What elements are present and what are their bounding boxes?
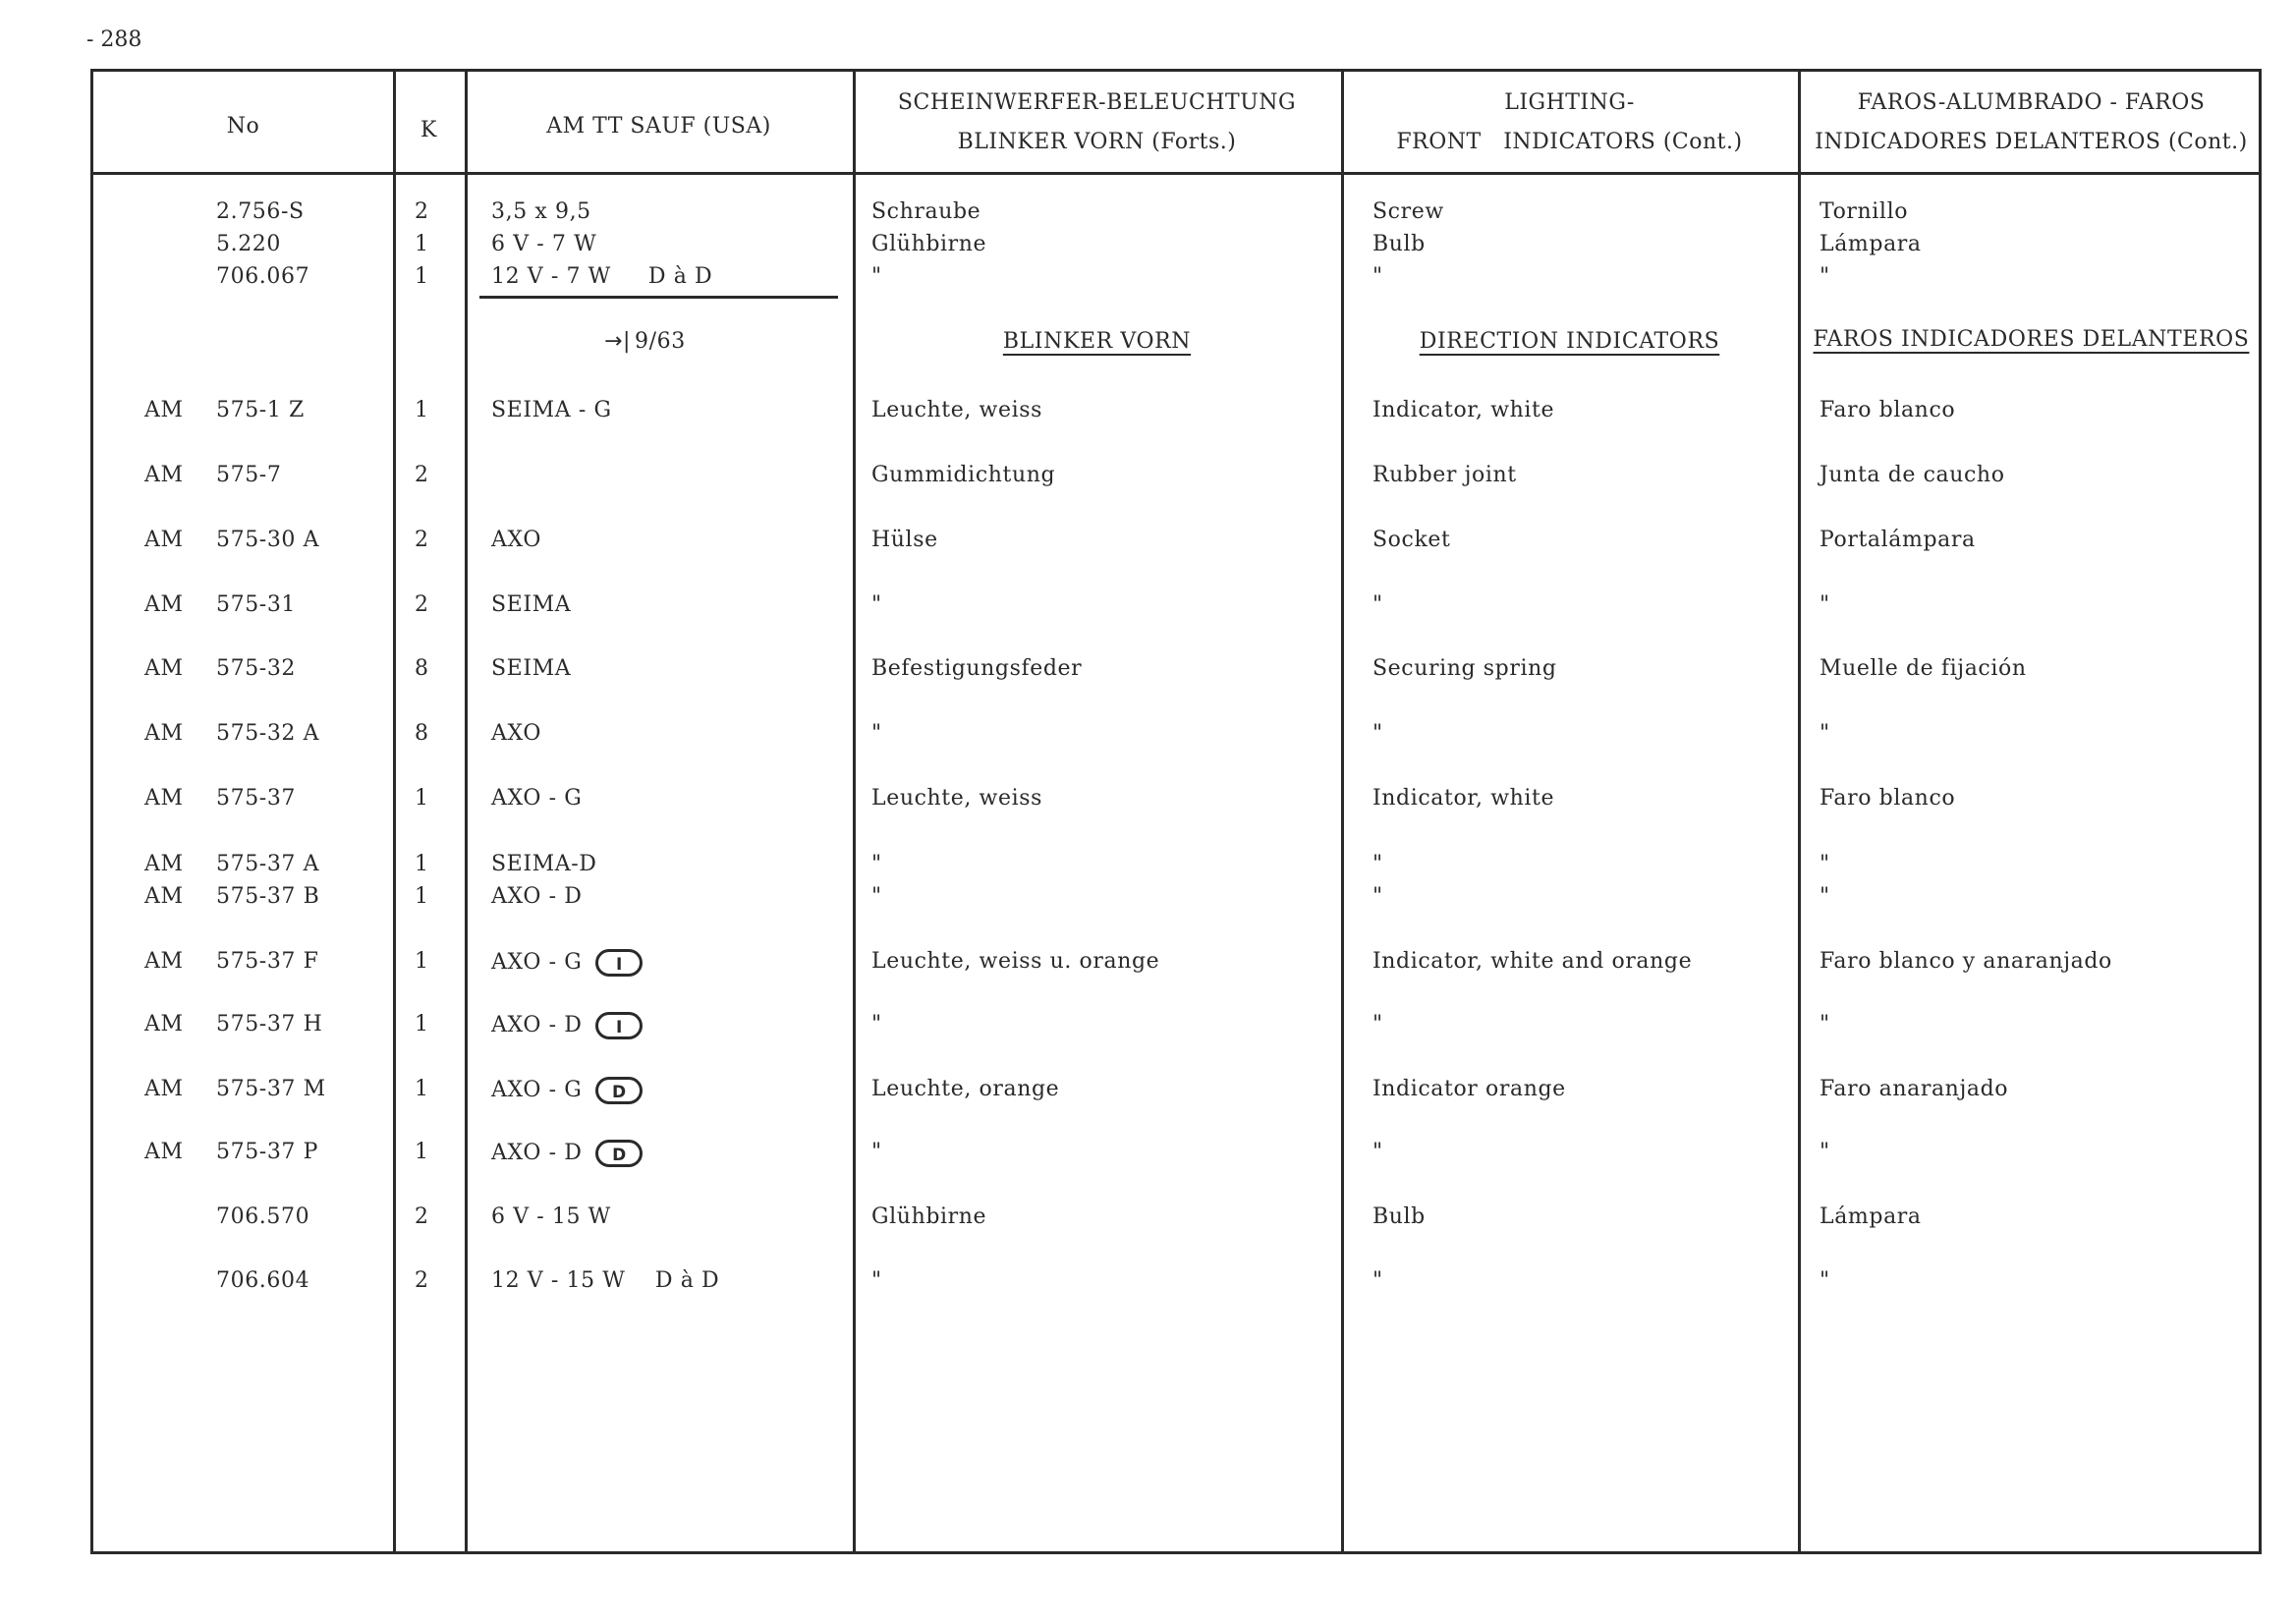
row-prefix: AM: [144, 852, 184, 876]
header-spanish-line1: FAROS-ALUMBRADO - FAROS: [1857, 90, 2206, 115]
row-usa-text: AXO - D: [491, 1013, 583, 1037]
section-title-english: DIRECTION INDICATORS: [1419, 329, 1720, 354]
row-english: ": [1372, 1012, 1383, 1036]
row-prefix: AM: [144, 592, 184, 617]
row-quantity: 1: [415, 1077, 429, 1101]
row-spanish: ": [1820, 721, 1830, 746]
row-usa-text: 3,5 x 9,5: [491, 199, 591, 224]
row-usa-spec: [491, 884, 582, 909]
row-spanish: ": [1820, 1268, 1830, 1293]
row-prefix: AM: [144, 786, 184, 811]
row-english: ": [1372, 264, 1383, 289]
row-english: Bulb: [1372, 1204, 1426, 1229]
row-english: Rubber joint: [1372, 463, 1517, 487]
row-usa-spec: [491, 656, 571, 681]
row-usa-spec: [491, 199, 591, 224]
row-usa-spec: [491, 1012, 643, 1039]
row-quantity: 2: [415, 592, 429, 617]
row-english: Indicator, white: [1372, 398, 1555, 422]
row-usa-text: AXO - G: [491, 786, 583, 811]
row-german: ": [871, 264, 882, 289]
row-quantity: 1: [415, 1012, 429, 1036]
row-prefix: AM: [144, 1012, 184, 1036]
row-part-number: 575-30 A: [216, 528, 320, 552]
row-prefix: AM: [144, 721, 184, 746]
row-usa-spec: [491, 528, 541, 552]
row-english: Bulb: [1372, 232, 1426, 256]
row-part-number: 575-32: [216, 656, 297, 681]
row-quantity: 2: [415, 1204, 429, 1229]
row-usa-spec: [491, 852, 597, 876]
row-quantity: 1: [415, 232, 429, 256]
row-spanish: ": [1820, 884, 1830, 909]
header-k: K: [420, 118, 437, 142]
row-part-number: 575-37 H: [216, 1012, 323, 1036]
row-badge: D: [595, 1140, 643, 1167]
row-prefix: AM: [144, 1140, 184, 1164]
row-usa-text: AXO - D: [491, 884, 583, 909]
row-part-number: 575-37 A: [216, 852, 320, 876]
row-german: Schraube: [871, 199, 981, 224]
header-english-line1: LIGHTING-: [1504, 90, 1635, 115]
row-spanish: ": [1820, 264, 1830, 289]
row-usa-text: AXO - G: [491, 950, 583, 975]
row-german: ": [871, 852, 882, 876]
row-usa-text: 12 V - 15 W D à D: [491, 1268, 720, 1293]
row-part-number: 575-37 B: [216, 884, 320, 909]
row-quantity: 1: [415, 852, 429, 876]
row-part-number: 5.220: [216, 232, 281, 256]
header-spanish-line2: INDICADORES DELANTEROS (Cont.): [1815, 130, 2248, 154]
row-quantity: 2: [415, 463, 429, 487]
row-german: Leuchte, weiss: [871, 786, 1043, 811]
row-english: Screw: [1372, 199, 1444, 224]
row-spanish: ": [1820, 1140, 1830, 1164]
row-part-number: 575-37 F: [216, 949, 319, 974]
row-usa-text: SEIMA-D: [491, 852, 597, 876]
header-german-line1: SCHEINWERFER-BELEUCHTUNG: [897, 90, 1297, 115]
row-usa-spec: [491, 264, 712, 289]
row-quantity: 1: [415, 398, 429, 422]
section-title-spanish: FAROS INDICADORES DELANTEROS: [1813, 327, 2250, 352]
row-usa-spec: [491, 1140, 643, 1167]
row-spanish: ": [1820, 592, 1830, 617]
header-german-line2: BLINKER VORN (Forts.): [957, 130, 1237, 154]
page-number: - 288: [86, 28, 142, 52]
row-usa-text: AXO: [491, 528, 541, 552]
column-divider: [465, 72, 468, 1551]
row-prefix: AM: [144, 949, 184, 974]
row-english: Indicator orange: [1372, 1077, 1566, 1101]
row-usa-spec: [491, 398, 612, 422]
row-spanish: Faro blanco: [1820, 786, 1956, 811]
date-note-text: 9/63: [635, 329, 686, 354]
row-german: ": [871, 721, 882, 746]
row-german: Glühbirne: [871, 1204, 987, 1229]
row-part-number: 2.756-S: [216, 199, 305, 224]
row-spanish: Faro blanco: [1820, 398, 1956, 422]
row-quantity: 1: [415, 884, 429, 909]
row-german: Befestigungsfeder: [871, 656, 1083, 681]
section-title-german: BLINKER VORN: [1002, 329, 1192, 354]
row-quantity: 2: [415, 528, 429, 552]
row-english: Indicator, white: [1372, 786, 1555, 811]
row-part-number: 575-37 P: [216, 1140, 319, 1164]
row-quantity: 1: [415, 786, 429, 811]
row-english: Securing spring: [1372, 656, 1557, 681]
row-english: ": [1372, 1268, 1383, 1293]
row-spanish: Portalámpara: [1820, 528, 1976, 552]
row-english: ": [1372, 852, 1383, 876]
column-divider: [393, 72, 396, 1551]
row-badge: I: [595, 949, 643, 977]
column-divider: [1341, 72, 1344, 1551]
row-prefix: AM: [144, 1077, 184, 1101]
column-divider: [853, 72, 856, 1551]
row-usa-text: SEIMA: [491, 656, 572, 681]
row-prefix: AM: [144, 528, 184, 552]
row-usa-spec: [491, 1204, 611, 1229]
row-part-number: 575-37: [216, 786, 297, 811]
row-usa-spec: [491, 786, 582, 811]
row-usa-spec: [491, 721, 541, 746]
row-german: Leuchte, weiss: [871, 398, 1043, 422]
row-quantity: 8: [415, 721, 429, 746]
header-divider: [93, 172, 2259, 175]
row-usa-spec: [491, 232, 596, 256]
row-prefix: AM: [144, 884, 184, 909]
row-english: ": [1372, 884, 1383, 909]
row-spanish: Junta de caucho: [1820, 463, 2005, 487]
row-part-number: 575-37 M: [216, 1077, 326, 1101]
row-spanish: Muelle de fijación: [1820, 656, 2027, 681]
row-usa-text: AXO - D: [491, 1141, 583, 1165]
row-quantity: 2: [415, 199, 429, 224]
row-spanish: Lámpara: [1820, 1204, 1922, 1229]
row-part-number: 706.067: [216, 264, 310, 289]
row-usa-text: 6 V - 7 W: [491, 232, 597, 256]
row-english: ": [1372, 721, 1383, 746]
row-german: Gummidichtung: [871, 463, 1056, 487]
parts-table: [90, 69, 2262, 1554]
row-usa-spec: [491, 1268, 719, 1293]
row-english: Socket: [1372, 528, 1451, 552]
row-german: ": [871, 592, 882, 617]
row-badge: D: [595, 1077, 643, 1104]
header-no: No: [226, 114, 260, 139]
row-german: ": [871, 1012, 882, 1036]
row-usa-text: SEIMA - G: [491, 398, 612, 422]
row-spanish: Faro blanco y anaranjado: [1820, 949, 2112, 974]
row-prefix: AM: [144, 398, 184, 422]
row-usa-text: 12 V - 7 W D à D: [491, 264, 713, 289]
row-quantity: 2: [415, 1268, 429, 1293]
row-german: Leuchte, weiss u. orange: [871, 949, 1160, 974]
row-spanish: Faro anaranjado: [1820, 1077, 2009, 1101]
row-quantity: 8: [415, 656, 429, 681]
row-german: ": [871, 1140, 882, 1164]
row-german: Glühbirne: [871, 232, 987, 256]
arrow-to-bar-icon: →|: [604, 329, 632, 354]
row-prefix: AM: [144, 463, 184, 487]
row-spanish: Lámpara: [1820, 232, 1922, 256]
row-spanish: Tornillo: [1820, 199, 1909, 224]
row-part-number: 575-7: [216, 463, 282, 487]
row-part-number: 575-31: [216, 592, 297, 617]
row-english: ": [1372, 1140, 1383, 1164]
header-spanish: [1798, 84, 2265, 162]
header-english: [1341, 84, 1798, 162]
row-usa-text: AXO - G: [491, 1078, 583, 1102]
row-usa-spec: [491, 592, 571, 617]
row-usa-spec: [491, 1077, 643, 1104]
row-usa-text: 6 V - 15 W: [491, 1204, 611, 1229]
header-english-line2: FRONT INDICATORS (Cont.): [1396, 130, 1743, 154]
row-part-number: 575-1 Z: [216, 398, 305, 422]
row-part-number: 706.604: [216, 1268, 310, 1293]
row-english: ": [1372, 592, 1383, 617]
column-divider: [1798, 72, 1801, 1551]
row-english: Indicator, white and orange: [1372, 949, 1693, 974]
row-german: Hülse: [871, 528, 938, 552]
row-spanish: ": [1820, 1012, 1830, 1036]
date-note: [604, 329, 686, 354]
row-usa-spec: [491, 949, 643, 977]
row-quantity: 1: [415, 949, 429, 974]
row-german: Leuchte, orange: [871, 1077, 1060, 1101]
row-spanish: ": [1820, 852, 1830, 876]
row-prefix: AM: [144, 656, 184, 681]
row-quantity: 1: [415, 264, 429, 289]
row-usa-text: AXO: [491, 721, 541, 746]
row-badge: I: [595, 1012, 643, 1039]
header-german: [853, 84, 1341, 162]
header-usa: AM TT SAUF (USA): [546, 114, 771, 139]
row-quantity: 1: [415, 1140, 429, 1164]
row-part-number: 706.570: [216, 1204, 310, 1229]
row-part-number: 575-32 A: [216, 721, 320, 746]
row-german: ": [871, 1268, 882, 1293]
section-rule: [479, 296, 838, 299]
row-usa-text: SEIMA: [491, 592, 572, 617]
row-german: ": [871, 884, 882, 909]
